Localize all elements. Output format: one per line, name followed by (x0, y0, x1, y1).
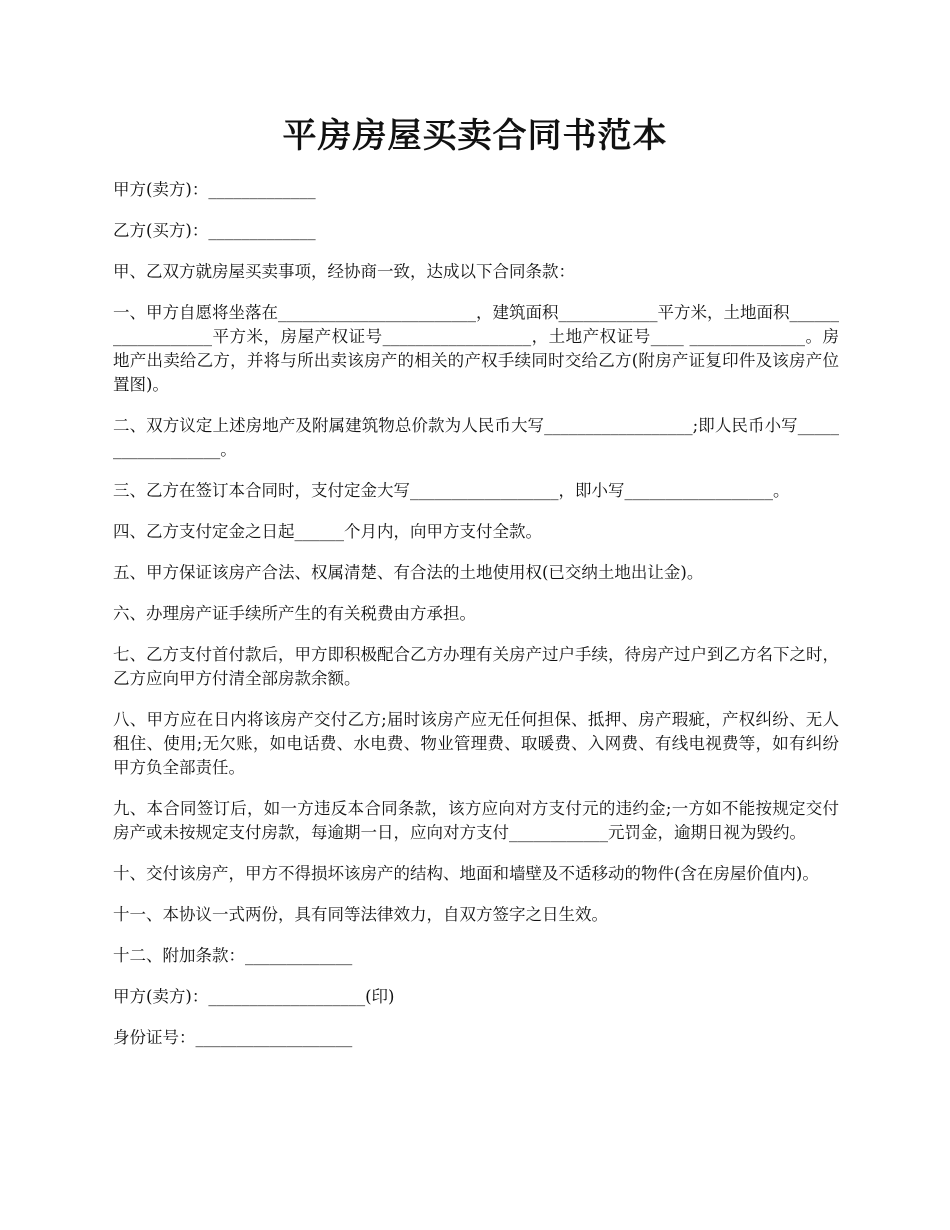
clause-1: 一、甲方自愿将坐落在________________________，建筑面积____________平方米，土地面积__________________平方米，房屋产权证号__________________，土地产权证号____ ______________。房地产出卖给乙方，并将与所出卖该房产的相关的产权手续同时交给乙方(附房产证复印件及该房产位置图)。 (113, 303, 839, 394)
id-number: 身份证号：___________________ (113, 1028, 353, 1047)
clause-11: 十一、本协议一式两份，具有同等法律效力，自双方签字之日生效。 (113, 905, 608, 924)
document-body (113, 178, 839, 1067)
clause-5: 五、甲方保证该房产合法、权属清楚、有合法的土地使用权(已交纳土地出让金)。 (113, 563, 704, 582)
clause-7: 七、乙方支付首付款后，甲方即积极配合乙方办理有关房产过户手续，待房产过户到乙方名下之时，乙方应向甲方付清全部房款余额。 (113, 645, 839, 688)
clause-10: 十、交付该房产，甲方不得损坏该房产的结构、地面和墙壁及不适移动的物件(含在房屋价值内)。 (113, 864, 819, 883)
clause-6: 六、办理房产证手续所产生的有关税费由方承担。 (113, 604, 476, 623)
clause-9: 九、本合同签订后，如一方违反本合同条款，该方应向对方支付元的违约金;一方如不能按规定交付房产或未按规定支付房款，每逾期一日，应向对方支付____________元罚金，逾期日视为毁约。 (113, 799, 839, 842)
document-title: 平房房屋买卖合同书范本 (282, 116, 668, 156)
preamble: 甲、乙双方就房屋买卖事项，经协商一致，达成以下合同条款： (113, 262, 575, 281)
clause-8: 八、甲方应在日内将该房产交付乙方;届时该房产应无任何担保、抵押、房产瑕疵，产权纠纷、无人租住、使用;无欠账，如电话费、水电费、物业管理费、取暖费、入网费、有线电视费等，如有纠纷甲方负全部责任。 (113, 710, 839, 777)
party-a-seller: 甲方(卖方)：_____________ (113, 180, 316, 199)
clause-2: 二、双方议定上述房地产及附属建筑物总价款为人民币大写__________________;即人民币小写__________________。 (113, 416, 839, 459)
clause-3: 三、乙方在签订本合同时，支付定金大写__________________，即小写__________________。 (113, 481, 790, 500)
clause-12: 十二、附加条款：_____________ (113, 946, 353, 965)
clause-4: 四、乙方支付定金之日起______个月内，向甲方支付全款。 (113, 522, 542, 541)
signature-party-a: 甲方(卖方)：___________________(印) (113, 987, 395, 1006)
party-b-buyer: 乙方(买方)：_____________ (113, 221, 316, 240)
